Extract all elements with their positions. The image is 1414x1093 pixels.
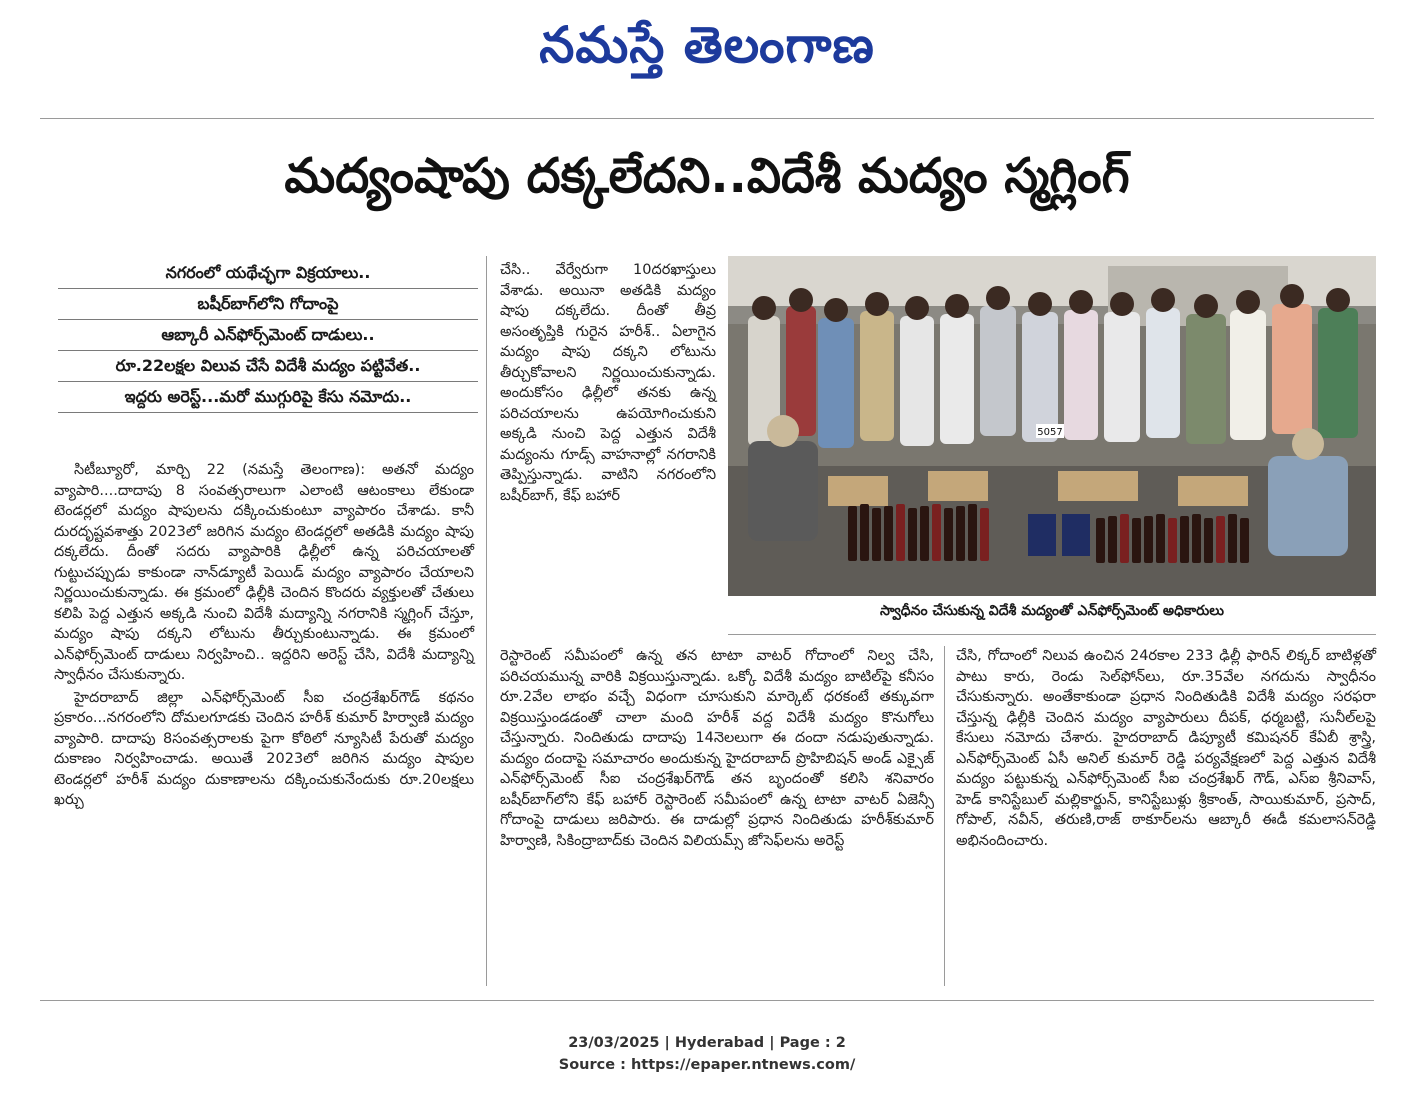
subhead-4: రూ.22లక్షల విలువ చేసే విదేశీ మద్యం పట్టివేత.. [58,351,478,382]
masthead [0,12,1414,78]
officials-with-liquor-image [728,256,1376,596]
article-column-3 [956,646,1376,851]
subhead-3: ఆబ్కారీ ఎన్‌ఫోర్స్‌మెంట్ దాడులు.. [58,320,478,351]
article-paragraph: రెస్టారెంట్ సమీపంలో ఉన్న తన టాటా వాటర్ గోదాంలో నిల్వ చేసి, పరిచయమున్న వారికి విక్రయిస్తున్నాడు. ఒక్కో విదేశీ మద్యం బాటిల్‌పై కనీసం రూ.2వేల లాభం వచ్చే విధంగా చూసుకుని మార్కెట్ ధరకంటే తక్కువగా విక్రయిస్తుండడంతో చాలా మంది హరీశ్ వద్ద విదేశీ మద్యం కొనుగోలు చేస్తున్నారు. నిందితుడు దాదాపు 14నెలలుగా ఈ దందా నడుపుతున్నాడు. మద్యం దందాపై సమాచారం అందుకున్న హైదరాబాద్ ప్రొహిబిషన్ అండ్ ఎక్సైజ్ ఎన్‌ఫోర్స్‌మెంట్ సీఐ చంద్రశేఖర్‌గౌడ్ తన బృందంతో కలిసి శనివారం బషీర్‌బాగ్‌లోని కేఫ్ బహార్ రెస్టారెంట్ సమీపంలో ఉన్న టాటా వాటర్ ఏజెన్సీ గోదాంపై దాడులు జరిపారు. ఈ దాడుల్లో ప్రధాన నిందితుడు హరీశ్‌కుమార్ హిర్వాణి, సికింద్రాబాద్‌కు చెందిన విలియమ్స్ జోసెఫ్‌లను అరెస్ట్ [500,648,934,849]
masthead-divider [40,118,1374,119]
footer-date-page: 23/03/2025 | Hyderabad | Page : 2 [568,1035,846,1051]
article-paragraph: చేసి.. వేర్వేరుగా 10దరఖాస్తులు వేశాడు. అయినా అతడికి మద్యం షాపు దక్కలేదు. దీంతో తీవ్ర అసంతృప్తికి గురైన హరీశ్.. ఏలాగైన మద్యం షాపు దక్కని లోటును తీర్చుకోవాలని నిర్ణయించుకున్నాడు. అందుకోసం ఢిల్లీలో తనకు ఉన్న పరిచయాలను ఉపయోగించుకుని అక్కడి నుంచి పెద్ద ఎత్తున విదేశీ మద్యంను గూడ్స్ వాహనాల్లో నగరానికి తెప్పిస్తున్నాడు. వాటిని నగరంలోని బషీర్‌బాగ్, కేఫ్ బహార్ [500,262,716,504]
page-bottom-rule [40,1000,1374,1001]
article-headline: మద్యంషాపు దక్కలేదని..విదేశీ మద్యం స్మగ్లింగ్ [284,148,1130,204]
footer-source: Source : https://epaper.ntnews.com/ [558,1057,856,1073]
article-column-2-bottom [500,646,934,851]
article-paragraph: హైదరాబాద్ జిల్లా ఎన్‌ఫోర్స్‌మెంట్ సీఐ చంద్రశేఖర్‌గౌడ్ కథనం ప్రకారం...నగరంలోని దోమలగూడకు చెందిన హరీశ్ కుమార్ హిర్వాణి మద్యం వ్యాపారి. దాదాపు 8సంవత్సరాలకు పైగా కోఠిలో న్యూసిటీ పేరుతో మద్యం దుకాణం నిర్వహించాడు. అయితే 2023లో జరిగిన మద్యం షాపుల టెండర్లలో హరీశ్ మద్యం దుకాణాలను దక్కించుకునేందుకు రూ.20లక్షలు ఖర్చు [54,689,474,808]
article-paragraph: చేసి, గోదాంలో నిలువ ఉంచిన 24రకాల 233 ఢిల్లీ ఫారిన్ లిక్కర్ బాటిళ్లతో పాటు కారు, రెండు సెల్‌ఫోన్‌లు, రూ.35వేల నగదును స్వాధీనం చేసుకున్నారు. అంతేకాకుండా ప్రధాన నిందితుడికి విదేశీ మద్యం సరఫరా చేస్తున్న ఢిల్లీకి చెందిన మద్యం వ్యాపారులు దీపక్, ధర్మబట్టి, సునీల్‌లపై కేసులు నమోదు చేశారు. హైదరాబాద్ డిప్యూటీ కమిషనర్ కేఏబీ శ్రాస్త్రి, ఎన్‌ఫోర్స్‌మెంట్ ఏసీ అనిల్ కుమార్ రెడ్డి పర్యవేక్షణలో పెద్ద ఎత్తున విదేశీ మద్యం పట్టుకున్న ఎన్‌ఫోర్స్‌మెంట్ సీఐ చంద్రశేఖర్ గౌడ్, ఎస్ఐ శ్రీనివాస్, హెడ్ కానిస్టేబుల్ మల్లికార్జున్, కానిస్టేబుళ్లు శ్రీకాంత్, సాయికుమార్, ప్రసాద్, గోపాల్, నవీన్, తరుణి,రాజ్ ఠాకూర్‌లను ఆబ్కారీ ఈడీ కమలాసన్‌రెడ్డి అభినందించారు. [956,648,1376,849]
column-divider [944,646,945,986]
article-column-2-top [500,260,716,506]
subhead-2: బషీర్‌బాగ్‌లోని గోదాంపై [58,289,478,320]
article-column-1 [54,460,474,811]
subheads [58,258,478,413]
news-photo [728,256,1376,596]
photo-caption: స్వాధీనం చేసుకున్న విదేశీ మద్యంతో ఎన్‌ఫోర్స్‌మెంట్ అధికారులు [879,603,1225,619]
newspaper-logo: నమస్తే తెలంగాణ [539,16,875,74]
column-divider [486,256,487,986]
subhead-5: ఇద్దరు అరెస్ట్...మరో ముగ్గురిపై కేసు నమోదు.. [58,382,478,413]
page-footer [0,1032,1414,1076]
vehicle-plate-text: 5057 [1037,427,1063,438]
caption-divider [728,634,1376,635]
article-paragraph: సిటీబ్యూరో, మార్చి 22 (నమస్తే తెలంగాణ): అతనో మద్యం వ్యాపారి....దాదాపు 8 సంవత్సరాలుగా ఎలాంటి ఆటంకాలు లేకుండా టెండర్లలో మద్యం షాపులను దక్కించుకుంటూ వ్యాపారం చేశాడు. కానీ దురదృష్టవశాత్తు 2023లో జరిగిన మద్యం టెండర్లలో అతడికి మద్యం షాపు దక్కలేదు. దీంతో సదరు వ్యాపారికి ఢిల్లీలో ఉన్న పరిచయాలతో గుట్టుచప్పుడు కాకుండా నాన్‌డ్యూటీ పెయిడ్ మద్యం వ్యాపారం చేయాలని నిర్ణయించుకున్నాడు. ఈ క్రమంలో ఢిల్లీకి చెందిన కొందరు వ్యక్తులతో చేతులు కలిపి పెద్ద ఎత్తున అక్కడి నుంచి విదేశీ మద్యాన్ని నగరానికి స్మగ్లింగ్ చేస్తూ, మద్యం షాపు దక్కని లోటును తీర్చుకుంటున్నాడు. ఈ క్రమంలో ఎన్‌ఫోర్స్‌మెంట్ దాడులు నిర్వహించి.. ఇద్దరిని అరెస్ట్ చేసి, విదేశీ మద్యాన్ని స్వాధీనం చేసుకున్నారు. [54,462,474,683]
subhead-1: నగరంలో యథేచ్ఛగా విక్రయాలు.. [58,258,478,289]
